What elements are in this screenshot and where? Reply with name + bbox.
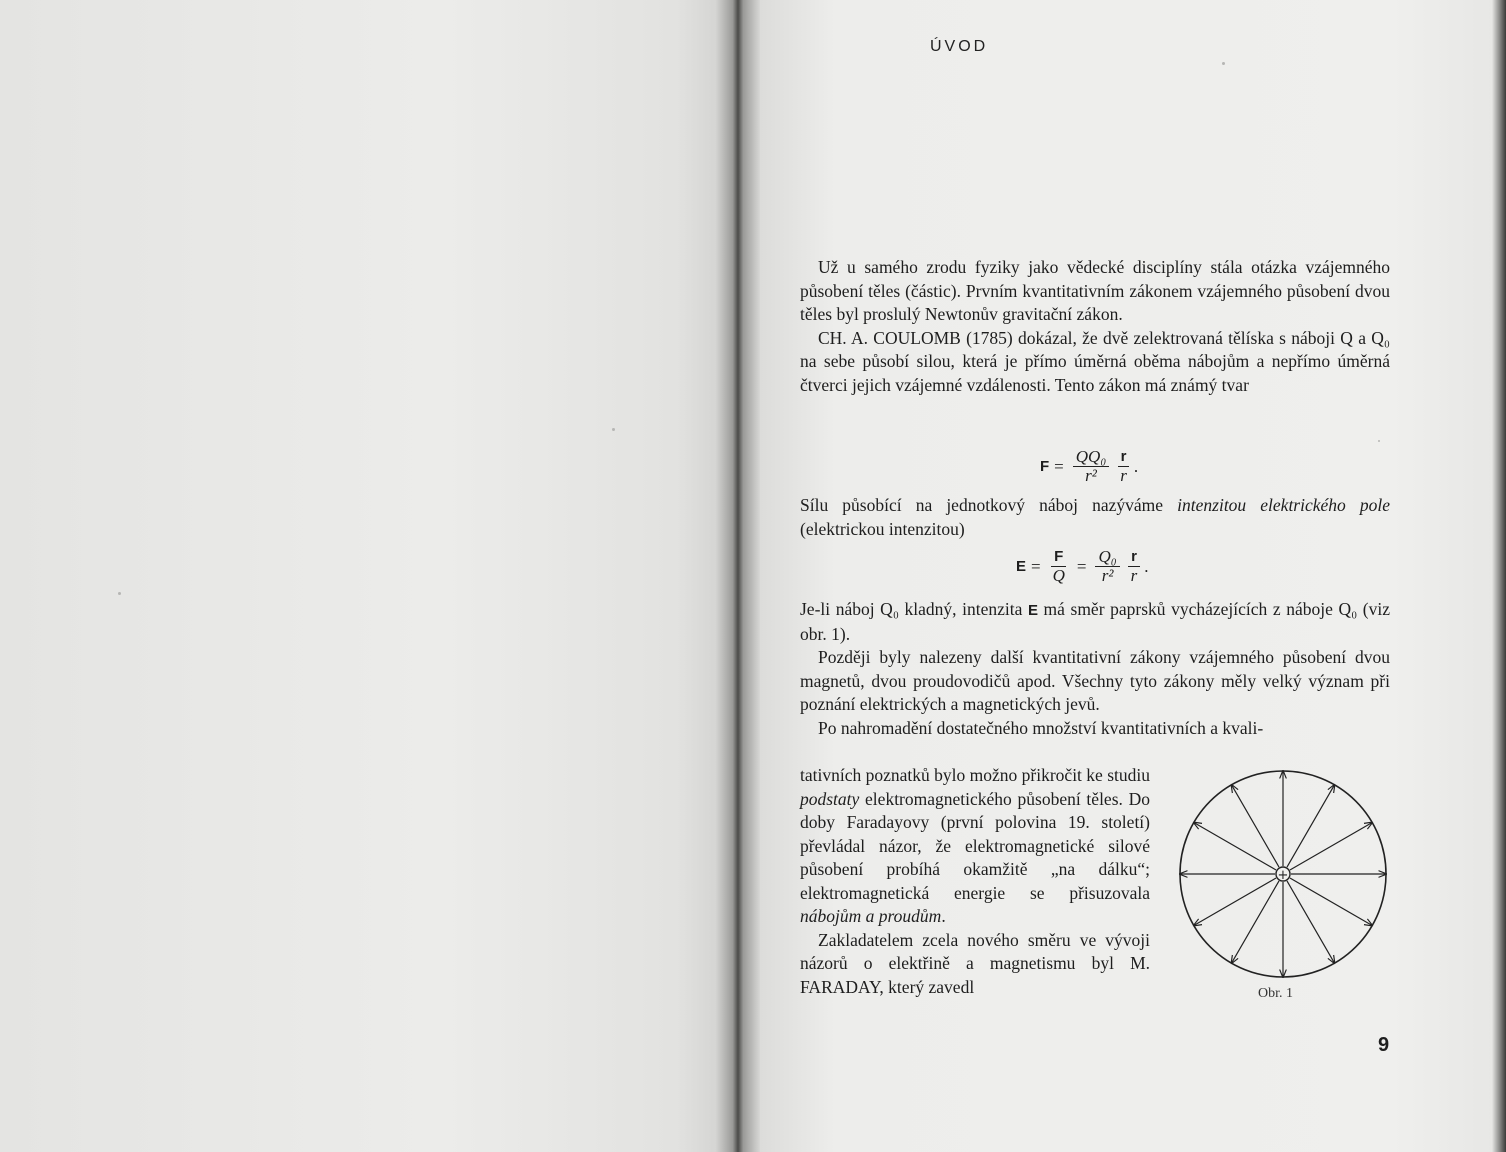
- formula-equals: =: [1031, 556, 1041, 576]
- formula-period: .: [1144, 556, 1149, 576]
- main-text: [800, 256, 1390, 397]
- field-ray-arrow: [1232, 785, 1280, 867]
- text-run: tativních poznatků bylo možno přikročit ke studiu: [800, 765, 1150, 785]
- paragraph-5: Později byly nalezeny další kvantitativní zákony vzájemného působení dvou magnetů, dvou proudovodičů apod. Všechny tyto zákony měly velký význam při poznání elektrických a magnetických jevů.: [800, 647, 1390, 714]
- field-ray-arrow: [1287, 881, 1335, 963]
- paragraph-6-intro: Po nahromadění dostatečného množství kvantitativních a kvali-: [818, 717, 1264, 738]
- paragraph-7: Zakladatelem zcela nového směru ve vývoji názorů o elektřině a magnetismu byl M. FARADAY, který zavedl: [800, 929, 1150, 997]
- field-ray-arrow: [1194, 823, 1276, 871]
- field-ray-arrow: [1232, 881, 1280, 963]
- formula-period: .: [1133, 456, 1139, 476]
- fraction-denominator: Q: [1052, 566, 1065, 585]
- paragraph-4: [800, 598, 1390, 646]
- fraction-numerator: F: [1051, 548, 1066, 567]
- text-run: Je-li náboj Q₀ kladný, intenzita: [800, 599, 1028, 619]
- formula-equals: =: [1076, 556, 1087, 576]
- fraction-denominator: r²: [1085, 466, 1097, 485]
- fraction-q0-r2: [1095, 548, 1119, 585]
- book-gutter: [716, 0, 760, 1152]
- formula-equals: =: [1054, 456, 1064, 476]
- fraction-numerator: QQ₀: [1073, 448, 1109, 467]
- text-run: (elektrickou intenzitou): [800, 518, 965, 539]
- field-ray-arrow: [1290, 823, 1372, 871]
- fraction-numerator: r: [1118, 448, 1130, 467]
- intensity-paragraph: [800, 494, 1390, 541]
- bold-symbol: E: [1027, 602, 1038, 619]
- wrapped-text: [800, 764, 1150, 999]
- fraction-unit-vector: [1128, 548, 1141, 585]
- running-head: ÚVOD: [930, 38, 989, 55]
- fraction-denominator: r: [1130, 566, 1138, 585]
- lower-text: [800, 598, 1390, 740]
- formula-f-symbol: F: [1040, 458, 1050, 475]
- text-run: má směr paprsků vycházejících z náboje Q₀ (viz obr. 1).: [800, 599, 1390, 644]
- fraction-numerator: r: [1128, 548, 1140, 567]
- text-run: Sílu působící na jednotkový náboj nazýváme: [800, 495, 1178, 515]
- figure-radial-field: [1170, 760, 1396, 1000]
- intensity-formula: [1016, 548, 1149, 585]
- italic-term: podstaty: [800, 788, 860, 809]
- field-ray-arrow: [1287, 785, 1335, 867]
- left-page-blank: [0, 0, 735, 1152]
- fraction-qq0-r2: [1073, 448, 1109, 485]
- page-edge-shadow: [1492, 0, 1506, 1152]
- paragraph-1: Už u samého zrodu fyziky jako vědecké disciplíny stála otázka vzájemného působení těles (částic). Prvním kvantitativním zákonem vzájemného působení dvou těles byl proslulý Newtonův gravitační zákon.: [800, 257, 1390, 324]
- paper-speck: [1222, 62, 1225, 65]
- fraction-unit-vector: [1117, 448, 1130, 485]
- page-number: 9: [1378, 1034, 1390, 1056]
- paragraph-6: [800, 764, 1150, 929]
- radial-field-diagram: [1170, 760, 1396, 1000]
- fraction-numerator: Q₀: [1095, 548, 1119, 567]
- field-ray-arrow: [1290, 878, 1372, 926]
- paper-speck: [118, 592, 121, 595]
- plus-sign: +: [1277, 868, 1289, 883]
- paragraph-3: [800, 494, 1390, 541]
- fraction-f-q: [1050, 548, 1068, 585]
- text-run: .: [941, 906, 946, 926]
- italic-term: nábojům a proudům: [800, 906, 942, 926]
- field-ray-arrow: [1194, 878, 1276, 926]
- fraction-denominator: r²: [1101, 566, 1114, 585]
- figure-caption: Obr. 1: [1258, 986, 1293, 1001]
- paper-speck: [612, 428, 615, 431]
- paper-speck: [1378, 440, 1380, 442]
- coulomb-law-formula: [1040, 448, 1138, 485]
- text-run: elektromagnetického působení těles. Do doby Faradayovy (první polovina 19. století) převládal názor, že elektromagnetické silové působení probíhá okamžitě „na dálku“; elektromagnetická energie se přisuzovala: [800, 788, 1150, 903]
- italic-term: intenzitou elektrického pole: [1177, 495, 1391, 515]
- paragraph-2: CH. A. COULOMB (1785) dokázal, že dvě zelektrovaná tělíska s náboji Q a Q₀ na sebe působí silou, která je přímo úměrná oběma nábojům a nepřímo úměrná čtverci jejich vzájemné vzdálenosti. Tento zákon má známý tvar: [800, 327, 1390, 395]
- formula-e-symbol: E: [1016, 558, 1027, 575]
- fraction-denominator: r: [1120, 466, 1127, 485]
